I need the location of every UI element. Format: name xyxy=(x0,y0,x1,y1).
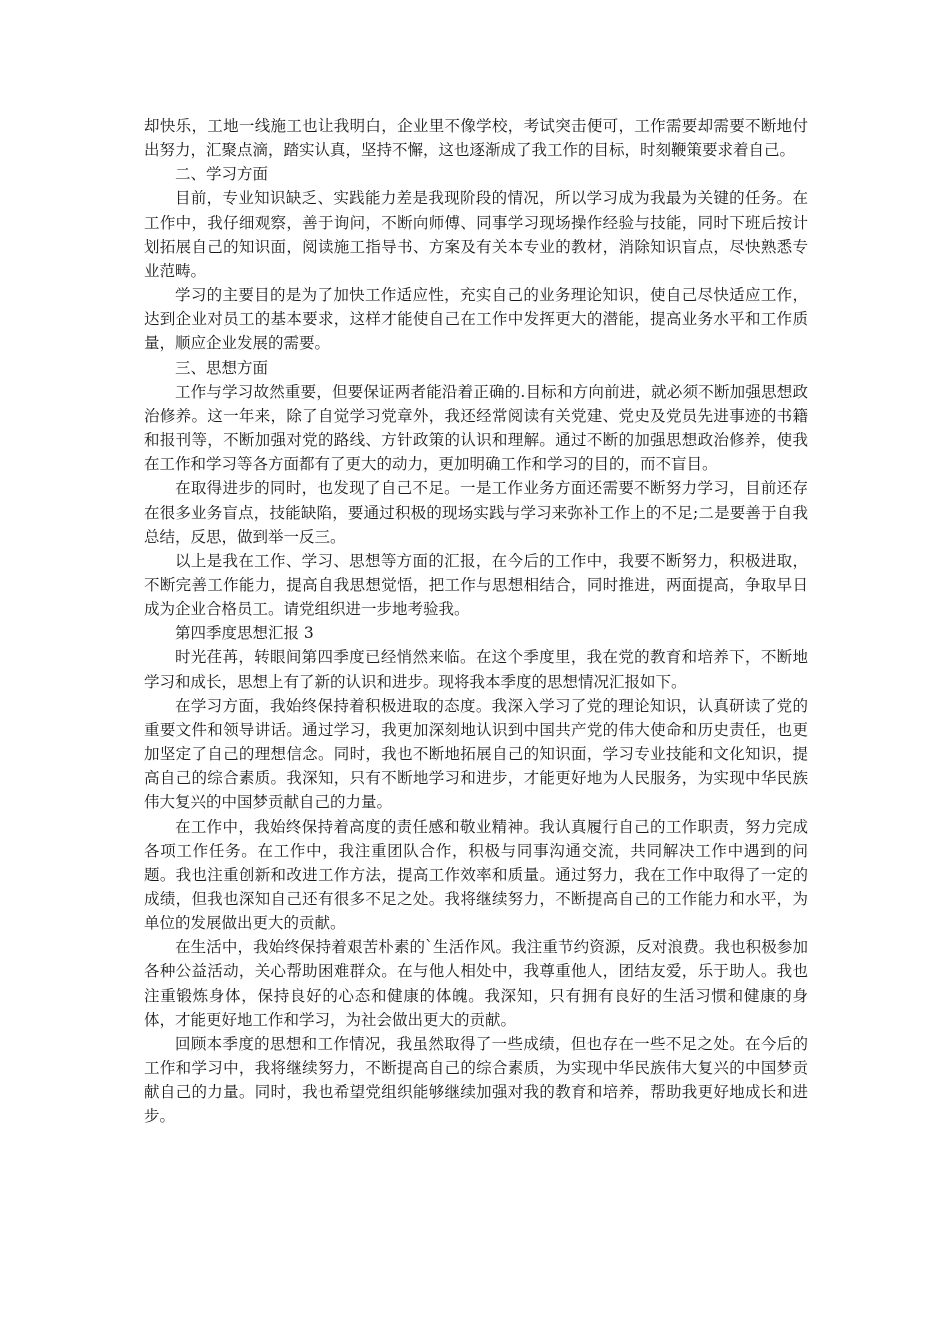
paragraph: 时光荏苒，转眼间第四季度已经悄然来临。在这个季度里，我在党的教育和培养下，不断地学习和成长，思想上有了新的认识和进步。现将我本季度的思想情况汇报如下。 xyxy=(144,648,808,691)
document-body xyxy=(144,114,808,1129)
paragraph: 学习的主要目的是为了加快工作适应性，充实自己的业务理论知识，使自己尽快适应工作，达到企业对员工的基本要求，这样才能使自己在工作中发挥更大的潜能，提高业务水平和工作质量，顺应企业发展的需要。 xyxy=(144,286,808,353)
paragraph: 以上是我在工作、学习、思想等方面的汇报，在今后的工作中，我要不断努力，积极进取，不断完善工作能力，提高自我思想觉悟，把工作与思想相结合，同时推进，两面提高，争取早日成为企业合格员工。请党组织进一步地考验我。 xyxy=(144,551,808,619)
paragraph: 目前，专业知识缺乏、实践能力差是我现阶段的情况，所以学习成为我最为关键的任务。在工作中，我仔细观察，善于询问，不断向师傅、同事学习现场操作经验与技能，同时下班后按计划拓展自己的知识面，阅读施工指导书、方案及有关本专业的教材，消除知识盲点，尽快熟悉专业范畴。 xyxy=(144,189,808,280)
paragraph: 在生活中，我始终保持着艰苦朴素的`生活作风。我注重节约资源，反对浪费。我也积极参加各种公益活动，关心帮助困难群众。在与他人相处中，我尊重他人，团结友爱，乐于助人。我也注重锻炼身体，保持良好的心态和健康的体魄。我深知，只有拥有良好的生活习惯和健康的身体，才能更好地工作和学习，为社会做出更大的贡献。 xyxy=(144,938,808,1029)
paragraph-continued: 却快乐，工地一线施工也让我明白，企业里不像学校，考试突击便可，工作需要却需要不断地付出努力，汇聚点滴，踏实认真，坚持不懈，这也逐渐成了我工作的目标，时刻鞭策要求着自己。 xyxy=(144,117,808,160)
section-heading-thought: 三、思想方面 xyxy=(175,358,269,377)
paragraph: 在工作中，我始终保持着高度的责任感和敬业精神。我认真履行自己的工作职责，努力完成各项工作任务。在工作中，我注重团队合作，积极与同事沟通交流，共同解决工作中遇到的问题。我也注重创新和改进工作方法，提高工作效率和质量。通过努力，我在工作中取得了一定的成绩，但我也深知自己还有很多不足之处。我将继续努力，不断提高自己的工作能力和水平，为单位的发展做出更大的贡献。 xyxy=(144,817,808,933)
paragraph: 在取得进步的同时，也发现了自己不足。一是工作业务方面还需要不断努力学习，目前还存在很多业务盲点，技能缺陷，要通过积极的现场实践与学习来弥补工作上的不足;二是要善于自我总结，反思，做到举一反三。 xyxy=(144,479,808,546)
paragraph: 工作与学习故然重要，但要保证两者能沿着正确的.目标和方向前进，就必须不断加强思想政治修养。这一年来，除了自觉学习党章外，我还经常阅读有关党建、党史及党员先进事迹的书籍和报刊等，不断加强对党的路线、方针政策的认识和理解。通过不断的加强思想政治修养，使我在工作和学习等各方面都有了更大的动力，更加明确工作和学习的目的，而不盲目。 xyxy=(144,382,808,474)
document-subtitle: 第四季度思想汇报 3 xyxy=(175,624,314,643)
paragraph: 在学习方面，我始终保持着积极进取的态度。我深入学习了党的理论知识，认真研读了党的重要文件和领导讲话。通过学习，我更加深刻地认识到中国共产党的伟大使命和历史责任，也更加坚定了自己的理想信念。同时，我也不断地拓展自己的知识面，学习专业技能和文化知识，提高自己的综合素质。我深知，只有不断地学习和进步，才能更好地为人民服务，为实现中华民族伟大复兴的中国梦贡献自己的力量。 xyxy=(144,696,808,812)
paragraph: 回顾本季度的思想和工作情况，我虽然取得了一些成绩，但也存在一些不足之处。在今后的工作和学习中，我将继续努力，不断提高自己的综合素质，为实现中华民族伟大复兴的中国梦贡献自己的力量。同时，我也希望党组织能够继续加强对我的教育和培养，帮助我更好地成长和进步。 xyxy=(144,1034,808,1126)
section-heading-study: 二、学习方面 xyxy=(175,165,269,184)
